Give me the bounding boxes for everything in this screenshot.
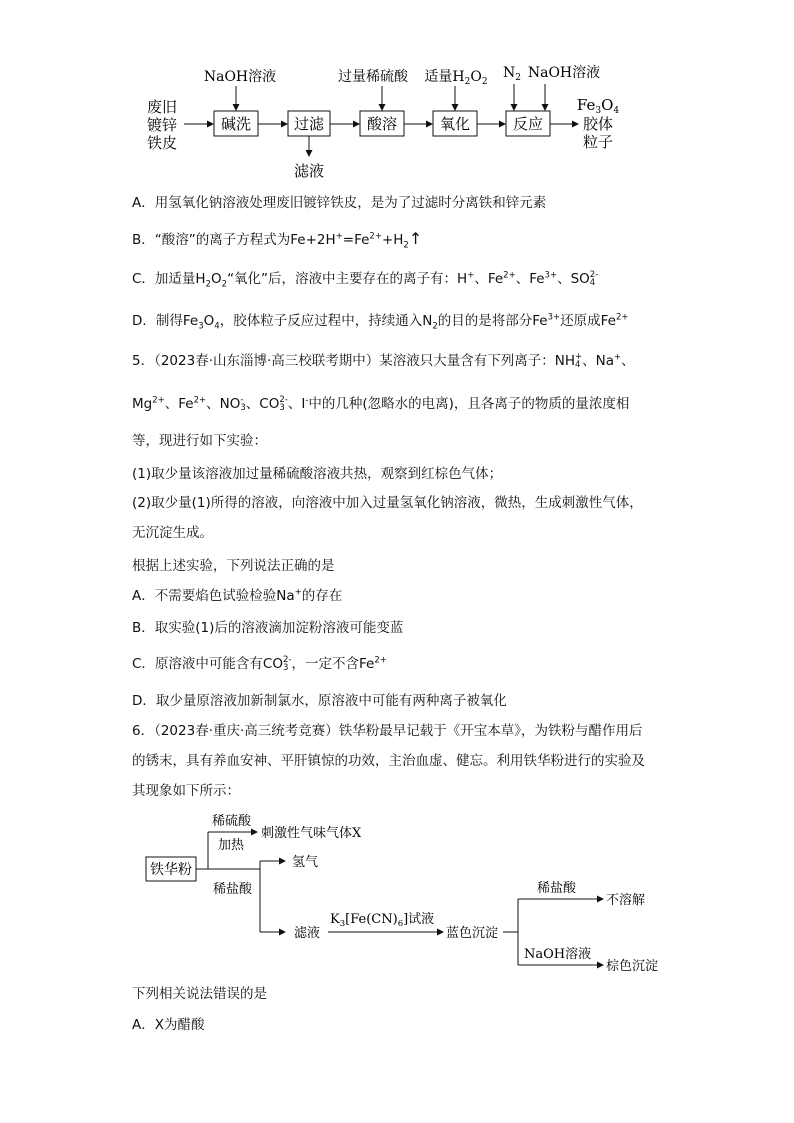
svg-text:胶体: 胶体 xyxy=(582,115,614,133)
svg-text:废旧: 废旧 xyxy=(146,98,178,116)
q6-stem-line-1: 6．（2023春·重庆·高三统考竞赛）铁华粉最早记载于《开宝本草》，为铁粉与醋作用后 xyxy=(132,723,643,739)
naoh-reagent-1: NaOH溶液 xyxy=(203,69,277,85)
q5-option-a: A．不需要焰色试验检验Na+的存在 xyxy=(132,587,343,604)
dilute-hcl-label: 稀盐酸 xyxy=(213,882,253,897)
start-label: 铁华粉 xyxy=(150,862,192,878)
k3fecn6-reagent: $K_3[Fe(CN)_6]$试液 xyxy=(330,912,435,929)
gas-x-label: 刺激性气味气体X xyxy=(261,826,362,841)
experiment-diagram xyxy=(0,805,794,985)
react-label: 反应 xyxy=(512,115,544,133)
blue-precipitate-label: 蓝色沉淀 xyxy=(446,926,499,941)
filter-label: 过滤 xyxy=(293,115,325,133)
q5-option-d: D．取少量原溶液加新制氯水，原溶液中可能有两种离子被氧化 xyxy=(132,693,507,709)
branch-naoh-label: NaOH溶液 xyxy=(524,947,592,962)
raw-material-label xyxy=(147,98,177,152)
heat-label: 加热 xyxy=(218,838,245,853)
dilute-h2so4-label: 稀硫酸 xyxy=(212,814,252,829)
q5-experiment-1: (1)取少量该溶液加过量稀硫酸溶液共热，观察到红棕色气体； xyxy=(132,466,503,482)
q5-option-c: C．原溶液中可能含有CO 2- 3 ，一定不含$Fe^{2+}$ xyxy=(132,655,387,673)
q5-experiment-2-cont: 无沉淀生成。 xyxy=(132,525,213,541)
product-label xyxy=(577,96,620,151)
q6-option-a: A．X为醋酸 xyxy=(132,1017,205,1033)
branch-hcl-label: 稀盐酸 xyxy=(537,881,577,896)
q4-option-d: D．制得$Fe_3O_4$，胶体粒子反应过程中，持续通入$N_2$的目的是将部分$Fe^{3+}$还原成$Fe^{2+}$ xyxy=(132,312,629,332)
q5-stem-line-2: $Mg^{2+}$、$Fe^{2+}$、NO - 3 、CO 2- 3 、I-中的几种(忽略水的电离)，且各离子的物质的量浓度相 xyxy=(132,395,630,413)
process-flow-diagram xyxy=(0,0,794,190)
svg-text:镀锌: 镀锌 xyxy=(146,116,178,134)
q6-stem-line-3: 其现象如下所示： xyxy=(132,783,240,799)
q5-stem-line-3: 等，现进行如下实验： xyxy=(132,433,267,449)
q6-stem-line-2: 的锈末，具有养血安神、平肝镇惊的功效，主治血虚、健忘。利用铁华粉进行的实验及 xyxy=(132,753,645,769)
q4-option-c: C．加适量$H_2O_2“$氧化”后，溶液中主要存在的离子有：H+、$Fe^{2+}$、$Fe^{3+}$、SO 2- 4 xyxy=(132,270,599,290)
h2o2-reagent: 适量$H_2O_2$ xyxy=(424,69,488,87)
filtrate-label: 滤液 xyxy=(293,162,325,180)
svg-text:铁皮: 铁皮 xyxy=(146,134,178,152)
svg-text:Fe3O4: $Fe_3O_4$ xyxy=(576,96,620,116)
naoh-reagent-2: NaOH溶液 xyxy=(527,65,601,81)
insoluble-label: 不溶解 xyxy=(606,893,646,908)
acid-reagent: 过量稀硫酸 xyxy=(338,69,408,85)
filtrate-label: 滤液 xyxy=(294,926,321,941)
oxidize-label: 氧化 xyxy=(439,115,471,133)
hydrogen-label: 氢气 xyxy=(292,855,319,870)
q4-option-a: A．用氢氧化钠溶液处理废旧镀锌铁皮，是为了过滤时分离铁和锌元素 xyxy=(132,195,547,211)
q4-option-b: B．“酸溶”的离子方程式为$Fe+2H^+=Fe^{2+}+H_2↑$ xyxy=(132,229,423,251)
q6-question: 下列相关说法错误的是 xyxy=(132,986,267,1002)
wash-label: 碱洗 xyxy=(220,115,252,133)
q5-option-b: B．取实验(1)后的溶液滴加淀粉溶液可能变蓝 xyxy=(132,620,404,636)
svg-text:粒子: 粒子 xyxy=(582,133,614,151)
brown-precipitate-label: 棕色沉淀 xyxy=(606,959,659,974)
q5-question: 根据上述实验，下列说法正确的是 xyxy=(132,558,335,574)
acid-dissolve-label: 酸溶 xyxy=(366,115,398,133)
n2-reagent: $N_2$ xyxy=(503,65,521,83)
q5-stem-line-1: 5．（2023春·山东淄博·高三校联考期中）某溶液只大量含有下列离子：NH + 4 、Na+、 xyxy=(132,352,635,370)
q5-experiment-2: (2)取少量(1)所得的溶液，向溶液中加入过量氢氧化钠溶液，微热，生成刺激性气体， xyxy=(132,495,643,511)
